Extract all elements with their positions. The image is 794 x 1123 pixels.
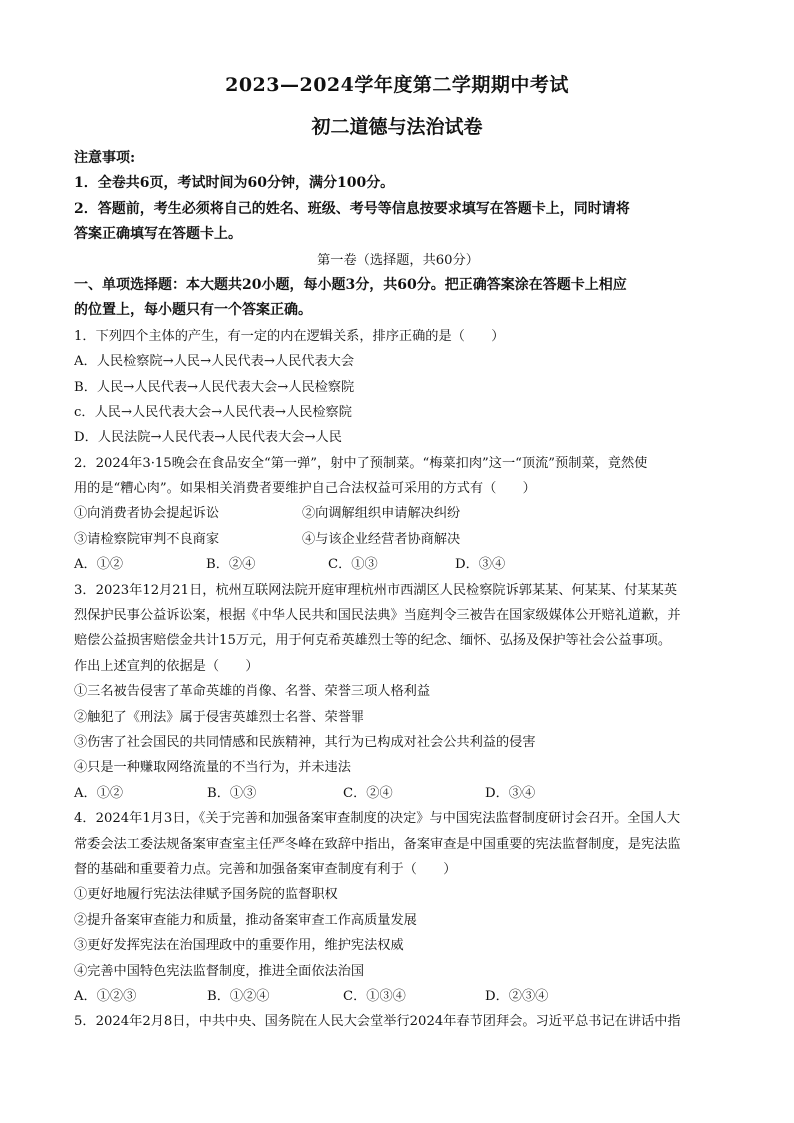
q3-stem-line-1: 3．2023年12月21日，杭州互联网法院开庭审理杭州市西湖区人民检察院诉郭某某、何某某、付某某英 xyxy=(74,582,678,598)
q2-statement-2: ②向调解组织申请解决纠纷 xyxy=(302,506,461,522)
notice-item-2-line-2: 答案正确填写在答题卡上。 xyxy=(74,226,242,243)
q4-option-a: A．①②③ xyxy=(74,988,137,1004)
q3-stem-line-3: 赔偿公益损害赔偿金共计15万元，用于何克希英雄烈士等的纪念、缅怀、弘扬及保护等社会公益事项。 xyxy=(74,633,672,649)
q3-option-a: A．①② xyxy=(74,785,124,801)
q2-statements-row-2 xyxy=(74,527,722,552)
notice-item-1: 1．全卷共6页，考试时间为60分钟，满分100分。 xyxy=(74,175,395,192)
q1-option-c: c．人民→人民代表大会→人民代表→人民检察院 xyxy=(74,404,352,420)
q4-stem-line-1: 4．2024年1月3日，《关于完善和加强备案审查制度的决定》与中国宪法监督制度研讨会召开。全国人大 xyxy=(74,811,681,827)
q2-option-a: A．①② xyxy=(74,557,124,573)
q3-options xyxy=(74,781,722,806)
q3-option-d: D．③④ xyxy=(485,785,536,801)
q4-option-d: D．②③④ xyxy=(485,988,549,1004)
q4-stem-line-2: 常委会法工委法规备案审查室主任严冬峰在致辞中指出，备案审查是中国重要的宪法监督制度，是宪法监 xyxy=(74,836,681,852)
q3-option-c: C．②④ xyxy=(343,785,393,801)
q4-statement-3: ③更好发挥宪法在治国理政中的重要作用，维护宪法权威 xyxy=(74,938,404,954)
q2-statement-4: ④与该企业经营者协商解决 xyxy=(302,531,461,547)
q2-stem-line-2: 用的是“糟心肉”。如果相关消费者要维护自己合法权益可采用的方式有（ ） xyxy=(74,481,536,497)
q2-option-c: C．①③ xyxy=(328,557,378,573)
q2-options xyxy=(74,552,722,577)
q1-stem: 1．下列四个主体的产生，有一定的内在逻辑关系，排序正确的是（ ） xyxy=(74,328,505,344)
q4-stem-line-3: 督的基础和重要着力点。完善和加强备案审查制度有利于（ ） xyxy=(74,861,457,877)
q4-statement-2: ②提升备案审查能力和质量，推动备案审查工作高质量发展 xyxy=(74,912,417,928)
q4-options xyxy=(74,984,722,1009)
notice-heading: 注意事项: xyxy=(74,150,136,166)
exam-content xyxy=(74,146,722,1035)
q2-statements-row-1 xyxy=(74,501,722,526)
part1-instruction-line-1: 一、单项选择题：本大题共20小题，每小题3分，共60分。把正确答案涂在答题卡上相应 xyxy=(74,276,627,293)
q4-option-c: C．①③④ xyxy=(343,988,406,1004)
q2-option-d: D．③④ xyxy=(455,557,506,573)
q3-statement-1: ①三名被告侵害了革命英雄的肖像、名誉、荣誉三项人格利益 xyxy=(74,684,431,700)
q4-statement-1: ①更好地履行宪法法律赋予国务院的监督职权 xyxy=(74,887,338,903)
q3-statement-2: ②触犯了《刑法》属于侵害英雄烈士名誉、荣誉罪 xyxy=(74,709,365,725)
q1-option-b: B．人民→人民代表→人民代表大会→人民检察院 xyxy=(74,379,355,395)
q3-stem-line-2: 烈保护民事公益诉讼案，根据《中华人民共和国民法典》当庭判令三被告在国家级媒体公开赔礼道歉，并 xyxy=(74,608,681,624)
q3-statement-3: ③伤害了社会国民的共同情感和民族精神，其行为已构成对社会公共利益的侵害 xyxy=(74,734,536,750)
q5-stem-line-1: 5．2024年2月8日，中共中央、国务院在人民大会堂举行2024年春节团拜会。习近平总书记在讲话中指 xyxy=(74,1014,681,1030)
part1-heading: 第一卷（选择题，共60分） xyxy=(317,252,479,268)
q2-statement-3: ③请检察院审判不良商家 xyxy=(74,531,220,547)
q1-option-a: A．人民检察院→人民→人民代表→人民代表大会 xyxy=(74,354,355,370)
exam-subtitle: 初二道德与法治试卷 xyxy=(311,116,483,138)
notice-item-2-line-1: 2．答题前，考生必须将自己的姓名、班级、考号等信息按要求填写在答题卡上，同时请将 xyxy=(74,200,630,217)
part1-instruction-line-2: 的位置上，每小题只有一个答案正确。 xyxy=(74,302,312,319)
q3-statement-4: ④只是一种赚取网络流量的不当行为，并未违法 xyxy=(74,760,351,776)
q4-option-b: B．①②④ xyxy=(207,988,270,1004)
q2-statement-1: ①向消费者协会提起诉讼 xyxy=(74,506,220,522)
q3-stem-line-4: 作出上述宣判的依据是（ ） xyxy=(74,658,259,674)
q1-option-d: D．人民法院→人民代表→人民代表大会→人民 xyxy=(74,430,342,446)
q4-statement-4: ④完善中国特色宪法监督制度，推进全面依法治国 xyxy=(74,963,365,979)
q3-option-b: B．①③ xyxy=(207,785,257,801)
exam-title: 2023—2024学年度第二学期期中考试 xyxy=(225,74,569,96)
q2-option-b: B．②④ xyxy=(206,557,256,573)
q2-stem-line-1: 2．2024年3·15晚会在食品安全“第一弹”，射中了预制菜。“梅菜扣肉”这一“顶流”预制菜，竟然使 xyxy=(74,455,648,471)
